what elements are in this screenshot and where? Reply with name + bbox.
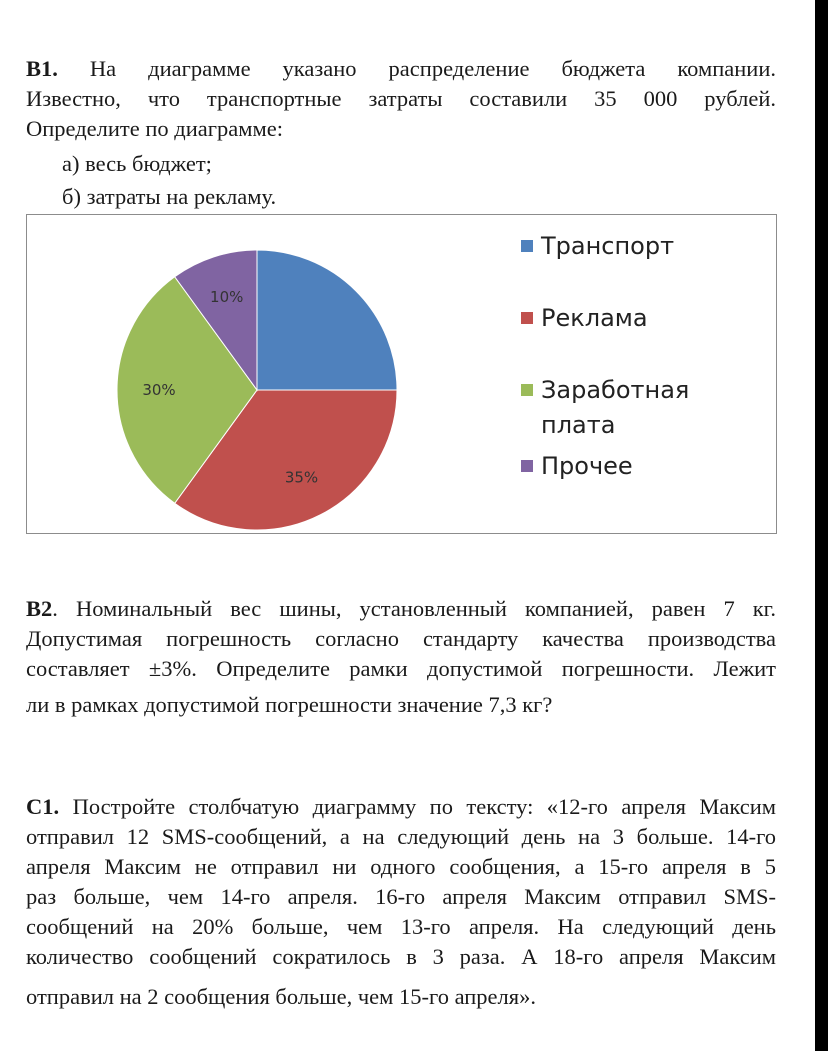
task-c1-last-line: отправил на 2 сообщения больше, чем 15-го апреля».: [26, 984, 536, 1009]
legend-label-transport: Транспорт: [541, 232, 675, 260]
task-b2-last-line: ли в рамках допустимой погрешности значение 7,3 кг?: [26, 692, 553, 717]
right-edge-bar: [815, 0, 828, 1051]
task-b2-number: В2: [26, 596, 53, 621]
task-b1-line-1: В1. На диаграмме указано распределение бюджета компании.: [26, 56, 777, 81]
task-b1-item-a: а) весь бюджет;: [62, 151, 212, 176]
pie-plot: [27, 215, 487, 532]
legend-swatch-other: [521, 460, 533, 472]
legend-label-other: Прочее: [541, 452, 633, 480]
legend-swatch-transport: [521, 240, 533, 252]
legend-swatch-advertising: [521, 312, 533, 324]
task-b1-text: [26, 54, 776, 114]
budget-pie-chart: [26, 214, 777, 534]
task-b1-line-3: Определите по диаграмме:: [26, 116, 283, 141]
pie-label-other: 10%: [210, 287, 244, 306]
task-c1-number: С1.: [26, 794, 60, 819]
task-c1-text: С1. Постройте столбчатую диаграмму по тексту: «12-го апреля Максим отправил 12 SMS-сообщений, а на следующий день на 3 больше. 14-го апреля Максим не отправил ни одного сообщения, а 15-го апреля в 5 раз больше, чем 14-го апреля. 16-го апреля Максим отправил SMS- сообщений на 20% больше, чем 13-го апреля. На следующий день количество сообщений сократилось в 3 раза. А 18-го апреля Максим: [26, 794, 776, 969]
pie-slice-transport: [257, 250, 397, 390]
task-b1-number: В1.: [26, 56, 58, 81]
pie-label-advertising: 35%: [284, 468, 319, 487]
task-b1-item-b: б) затраты на рекламу.: [62, 184, 277, 209]
legend-swatch-salary: [521, 384, 533, 396]
legend-label-salary: Заработная плата: [541, 376, 690, 439]
task-b2-text: В2. Номинальный вес шины, установленный компанией, равен 7 кг. Допустимая погрешность согласно стандарту качества производства составляет ±3%. Определите рамки допустимой погрешности. Лежит: [26, 596, 776, 681]
legend-label-advertising: Реклама: [541, 304, 648, 332]
task-b1-line-2: Известно, что транспортные затраты составили 35 000 рублей.: [26, 86, 776, 111]
pie-label-salary: 30%: [142, 381, 176, 399]
